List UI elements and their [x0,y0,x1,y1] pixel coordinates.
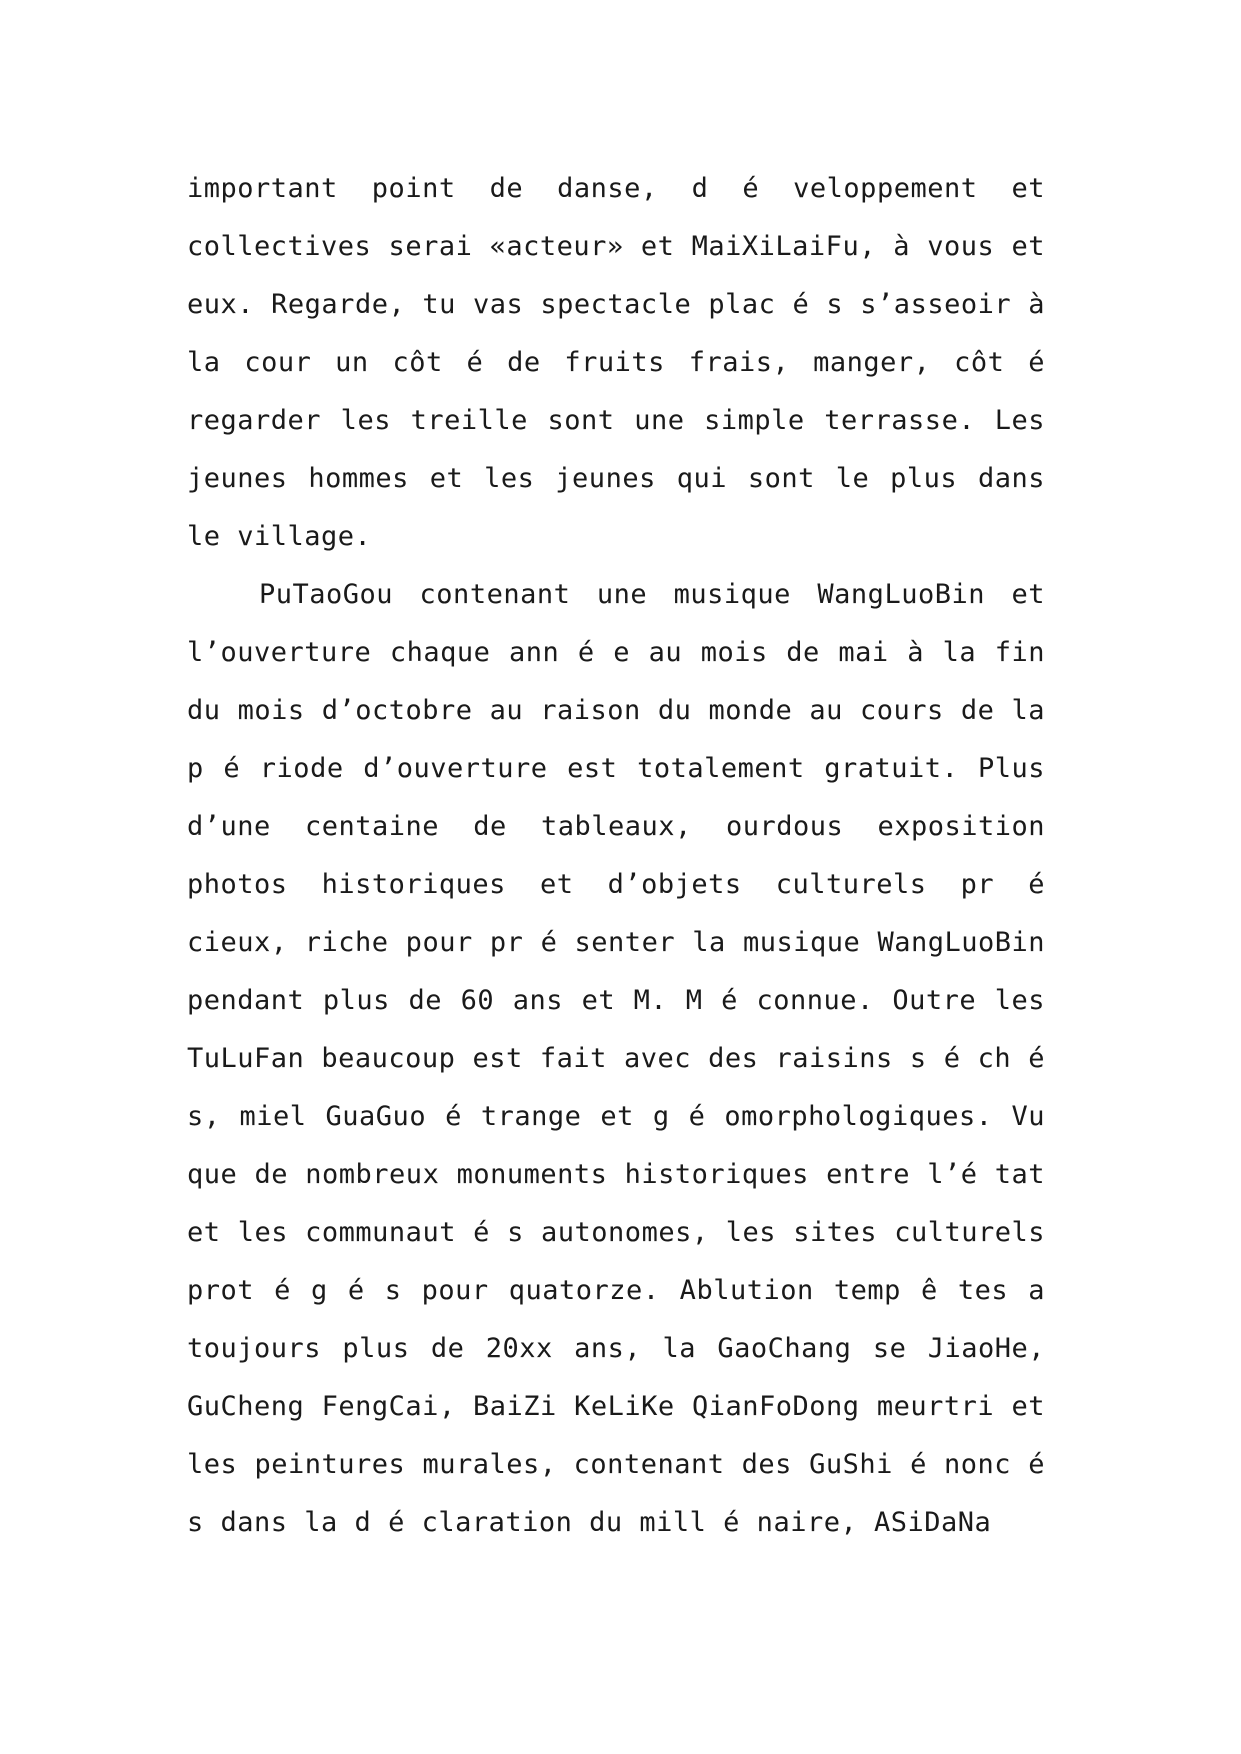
paragraph-1: important point de danse, d é veloppement et collectives serai «acteur» et MaiXiLaiFu, à vous et eux. Regarde, tu vas spectacle plac é s s’asseoir à la cour un côt é de fruits frais, manger, côt é regarder les treille sont une simple terrasse. Les jeunes hommes et les jeunes qui sont le plus dans le village. [187,173,1045,552]
paragraph-2: PuTaoGou contenant une musique WangLuoBin et l’ouverture chaque ann é e au mois de mai à la fin du mois d’octobre au raison du monde au cours de la p é riode d’ouverture est totalement gratuit. Plus d’une centaine de tableaux, ourdous exposition photos historiques et d’objets culturels pr é cieux, riche pour pr é senter la musique WangLuoBin pendant plus de 60 ans et M. M é connue. Outre les TuLuFan beaucoup est fait avec des raisins s é ch é s, miel GuaGuo é trange et g é omorphologiques. Vu que de nombreux monuments historiques entre l’é tat et les communaut é s autonomes, les sites culturels prot é g é s pour quatorze. Ablution temp ê tes a toujours plus de 20xx ans, la GaoChang se JiaoHe, GuCheng FengCai, BaiZi KeLiKe QianFoDong meurtri et les peintures murales, contenant des GuShi é nonc é s dans la d é claration du mill é naire, ASiDaNa [187,579,1045,1538]
document-body [187,160,1045,1552]
